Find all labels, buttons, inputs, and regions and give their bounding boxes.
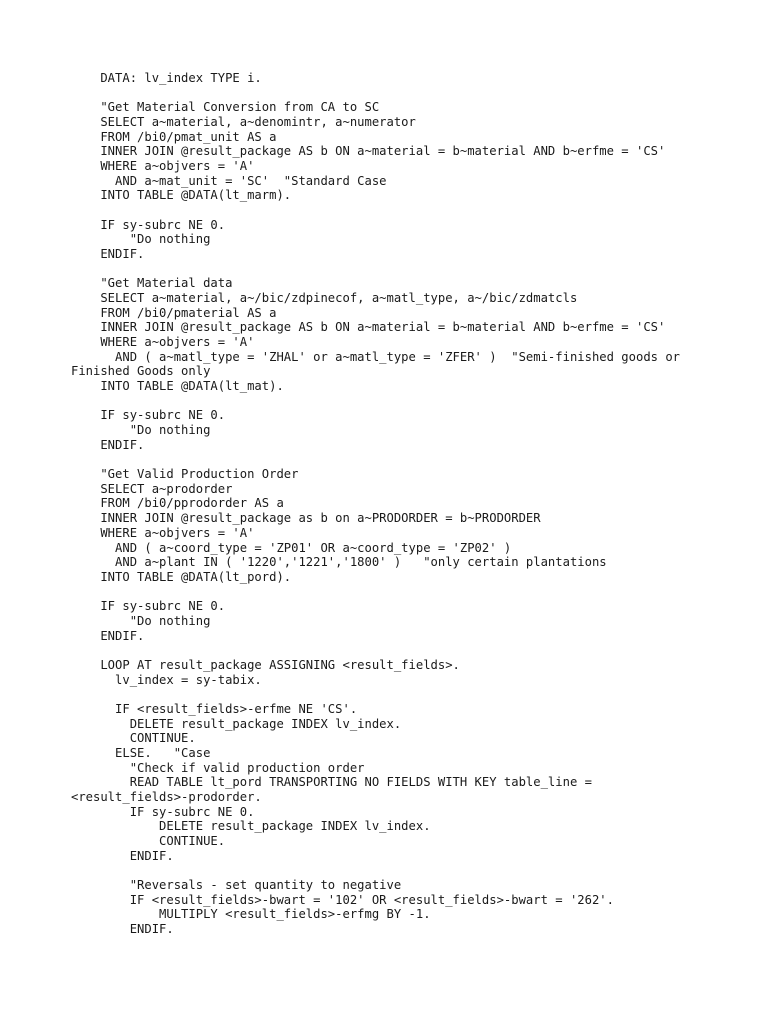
code-line: FROM /bi0/pmat_unit AS a	[71, 129, 277, 144]
code-line: Finished Goods only	[71, 364, 211, 379]
code-line: READ TABLE lt_pord TRANSPORTING NO FIELDS WITH KEY table_line =	[71, 775, 592, 790]
code-line: "Get Valid Production Order	[71, 467, 299, 482]
code-line: INNER JOIN @result_package AS b ON a~material = b~material AND b~erfme = 'CS'	[71, 144, 666, 159]
code-line: AND a~mat_unit = 'SC' "Standard Case	[71, 173, 387, 188]
code-line: FROM /bi0/pprodorder AS a	[71, 496, 284, 511]
code-line: WHERE a~objvers = 'A'	[71, 335, 255, 350]
code-line: ELSE. "Case	[71, 745, 211, 760]
code-line	[71, 687, 680, 702]
code-line: FROM /bi0/pmaterial AS a	[71, 305, 277, 320]
code-line: INNER JOIN @result_package AS b ON a~material = b~material AND b~erfme = 'CS'	[71, 320, 666, 335]
code-line	[71, 262, 680, 277]
code-line: "Reversals - set quantity to negative	[71, 877, 402, 892]
code-line: AND ( a~coord_type = 'ZP01' OR a~coord_type = 'ZP02' )	[71, 540, 512, 555]
code-listing	[71, 71, 680, 937]
code-line	[71, 452, 680, 467]
code-line: DELETE result_package INDEX lv_index.	[71, 819, 431, 834]
code-line: INNER JOIN @result_package as b on a~PRODORDER = b~PRODORDER	[71, 511, 541, 526]
code-line: ENDIF.	[71, 921, 174, 936]
code-line: AND ( a~matl_type = 'ZHAL' or a~matl_type = 'ZFER' ) "Semi-finished goods or	[71, 349, 681, 364]
code-line: WHERE a~objvers = 'A'	[71, 525, 255, 540]
code-line: DATA: lv_index TYPE i.	[71, 71, 262, 85]
code-line: IF <result_fields>-erfme NE 'CS'.	[71, 701, 358, 716]
code-line: IF sy-subrc NE 0.	[71, 217, 226, 232]
code-line: ENDIF.	[71, 437, 145, 452]
code-line: IF sy-subrc NE 0.	[71, 408, 226, 423]
code-line: "Check if valid production order	[71, 760, 365, 775]
code-line: DELETE result_package INDEX lv_index.	[71, 716, 402, 731]
code-line: ENDIF.	[71, 848, 174, 863]
code-line: CONTINUE.	[71, 833, 226, 848]
code-line: AND a~plant IN ( '1220','1221','1800' ) "only certain plantations	[71, 555, 607, 570]
code-line: IF <result_fields>-bwart = '102' OR <result_fields>-bwart = '262'.	[71, 892, 614, 907]
code-line: ENDIF.	[71, 247, 145, 262]
code-line: SELECT a~material, a~/bic/zdpinecof, a~matl_type, a~/bic/zdmatcls	[71, 291, 578, 306]
code-line	[71, 585, 680, 600]
code-line	[71, 643, 680, 658]
code-line: "Do nothing	[71, 232, 211, 247]
code-line: "Do nothing	[71, 423, 211, 438]
code-line: "Do nothing	[71, 613, 211, 628]
code-line: <result_fields>-prodorder.	[71, 789, 262, 804]
code-line: lv_index = sy-tabix.	[71, 672, 262, 687]
code-line: LOOP AT result_package ASSIGNING <result_fields>.	[71, 657, 460, 672]
code-line	[71, 203, 680, 218]
code-line	[71, 394, 680, 409]
code-line: CONTINUE.	[71, 731, 196, 746]
code-line: ENDIF.	[71, 628, 145, 643]
code-line: "Get Material Conversion from CA to SC	[71, 100, 380, 115]
code-line: SELECT a~prodorder	[71, 481, 233, 496]
code-line: INTO TABLE @DATA(lt_marm).	[71, 188, 292, 203]
code-line	[71, 86, 680, 101]
code-line: INTO TABLE @DATA(lt_pord).	[71, 569, 292, 584]
code-line: "Get Material data	[71, 276, 233, 291]
code-line: INTO TABLE @DATA(lt_mat).	[71, 379, 284, 394]
code-line	[71, 863, 680, 878]
code-line: WHERE a~objvers = 'A'	[71, 159, 255, 174]
code-line: MULTIPLY <result_fields>-erfmg BY -1.	[71, 907, 431, 922]
code-line: IF sy-subrc NE 0.	[71, 599, 226, 614]
code-line: SELECT a~material, a~denomintr, a~numerator	[71, 115, 416, 130]
code-line: IF sy-subrc NE 0.	[71, 804, 255, 819]
